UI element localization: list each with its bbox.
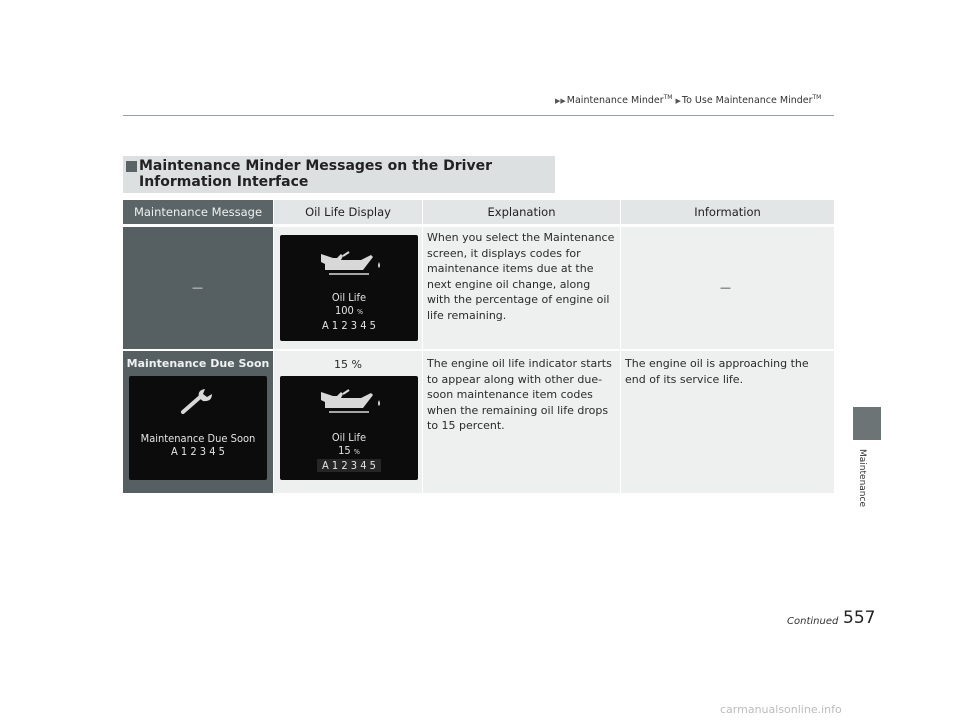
trademark-mark: TM — [812, 94, 822, 101]
wrench-icon — [179, 386, 215, 416]
col-header-explanation: Explanation — [423, 200, 620, 224]
oil-can-icon — [315, 388, 383, 414]
maintenance-due-soon-screen — [129, 376, 267, 480]
col-header-information: Information — [621, 200, 834, 224]
oil-life-screen-15 — [280, 376, 418, 480]
oil-life-readout-15 — [280, 431, 418, 472]
section-title: Maintenance Minder Messages on the Driver Information Interface — [139, 158, 492, 190]
row2-explanation-cell — [423, 351, 620, 493]
oil-life-label: Oil Life — [331, 291, 367, 304]
row2-information-cell — [621, 351, 834, 493]
oil-life-label: Oil Life — [331, 431, 367, 444]
row2-display-cell — [274, 351, 422, 493]
breadcrumb-arrow-icon: ▶▶ — [555, 97, 566, 106]
breadcrumb-part-1: Maintenance Minder — [566, 95, 664, 107]
oil-life-value — [280, 304, 418, 319]
chapter-label — [853, 448, 871, 508]
oil-life-percent: 100 — [334, 304, 354, 317]
row1-explanation: When you select the Maintenance screen, it displays codes for maintenance items due at the next engine oil change, along with the percentage of engine oil life remaining. — [427, 231, 615, 322]
row2-display-value: 15 % — [334, 358, 362, 371]
trademark-mark: TM — [663, 94, 673, 101]
col-header-display: Oil Life Display — [274, 200, 422, 224]
col-header-message: Maintenance Message — [123, 200, 273, 224]
chapter-tab — [853, 407, 881, 440]
row2-message: Maintenance Due Soon — [126, 357, 270, 370]
row1-information: — — [720, 281, 731, 294]
row1-message: — — [192, 281, 203, 294]
oil-life-readout — [280, 291, 418, 332]
oil-can-icon — [315, 250, 383, 276]
row1-information-cell — [621, 227, 834, 349]
breadcrumb — [555, 94, 821, 106]
row1-explanation-cell — [423, 227, 620, 349]
row2-message-cell — [123, 351, 273, 493]
header-rule — [123, 115, 834, 116]
breadcrumb-part-2: To Use Maintenance Minder — [681, 95, 813, 107]
watermark: carmanualsonline.info — [720, 703, 842, 716]
section-heading — [123, 156, 555, 193]
oil-life-screen-100 — [280, 235, 418, 341]
row1-message-cell — [123, 227, 273, 349]
breadcrumb-arrow-icon: ▶ — [675, 97, 681, 106]
row2-explanation: The engine oil life indicator starts to appear along with other due-soon maintenance item codes when the remaining oil life drops to 15 percent. — [427, 357, 612, 432]
percent-sign: % — [357, 308, 364, 316]
oil-life-value — [280, 444, 418, 459]
continued-label: Continued — [787, 616, 839, 627]
maintenance-codes: A 1 2 3 4 5 — [322, 319, 376, 332]
section-square-icon — [126, 161, 137, 172]
chapter-label-text: Maintenance — [857, 449, 867, 507]
maintenance-codes: A 1 2 3 4 5 — [317, 459, 381, 472]
page-number: 557 — [843, 608, 876, 628]
row2-information: The engine oil is approaching the end of its service life. — [625, 357, 809, 386]
due-soon-readout — [129, 432, 267, 458]
row1-display-cell — [274, 227, 422, 349]
oil-life-percent: 15 — [338, 444, 351, 457]
due-soon-codes: A 1 2 3 4 5 — [171, 445, 225, 458]
percent-sign: % — [353, 448, 360, 456]
due-soon-label: Maintenance Due Soon — [140, 432, 256, 445]
